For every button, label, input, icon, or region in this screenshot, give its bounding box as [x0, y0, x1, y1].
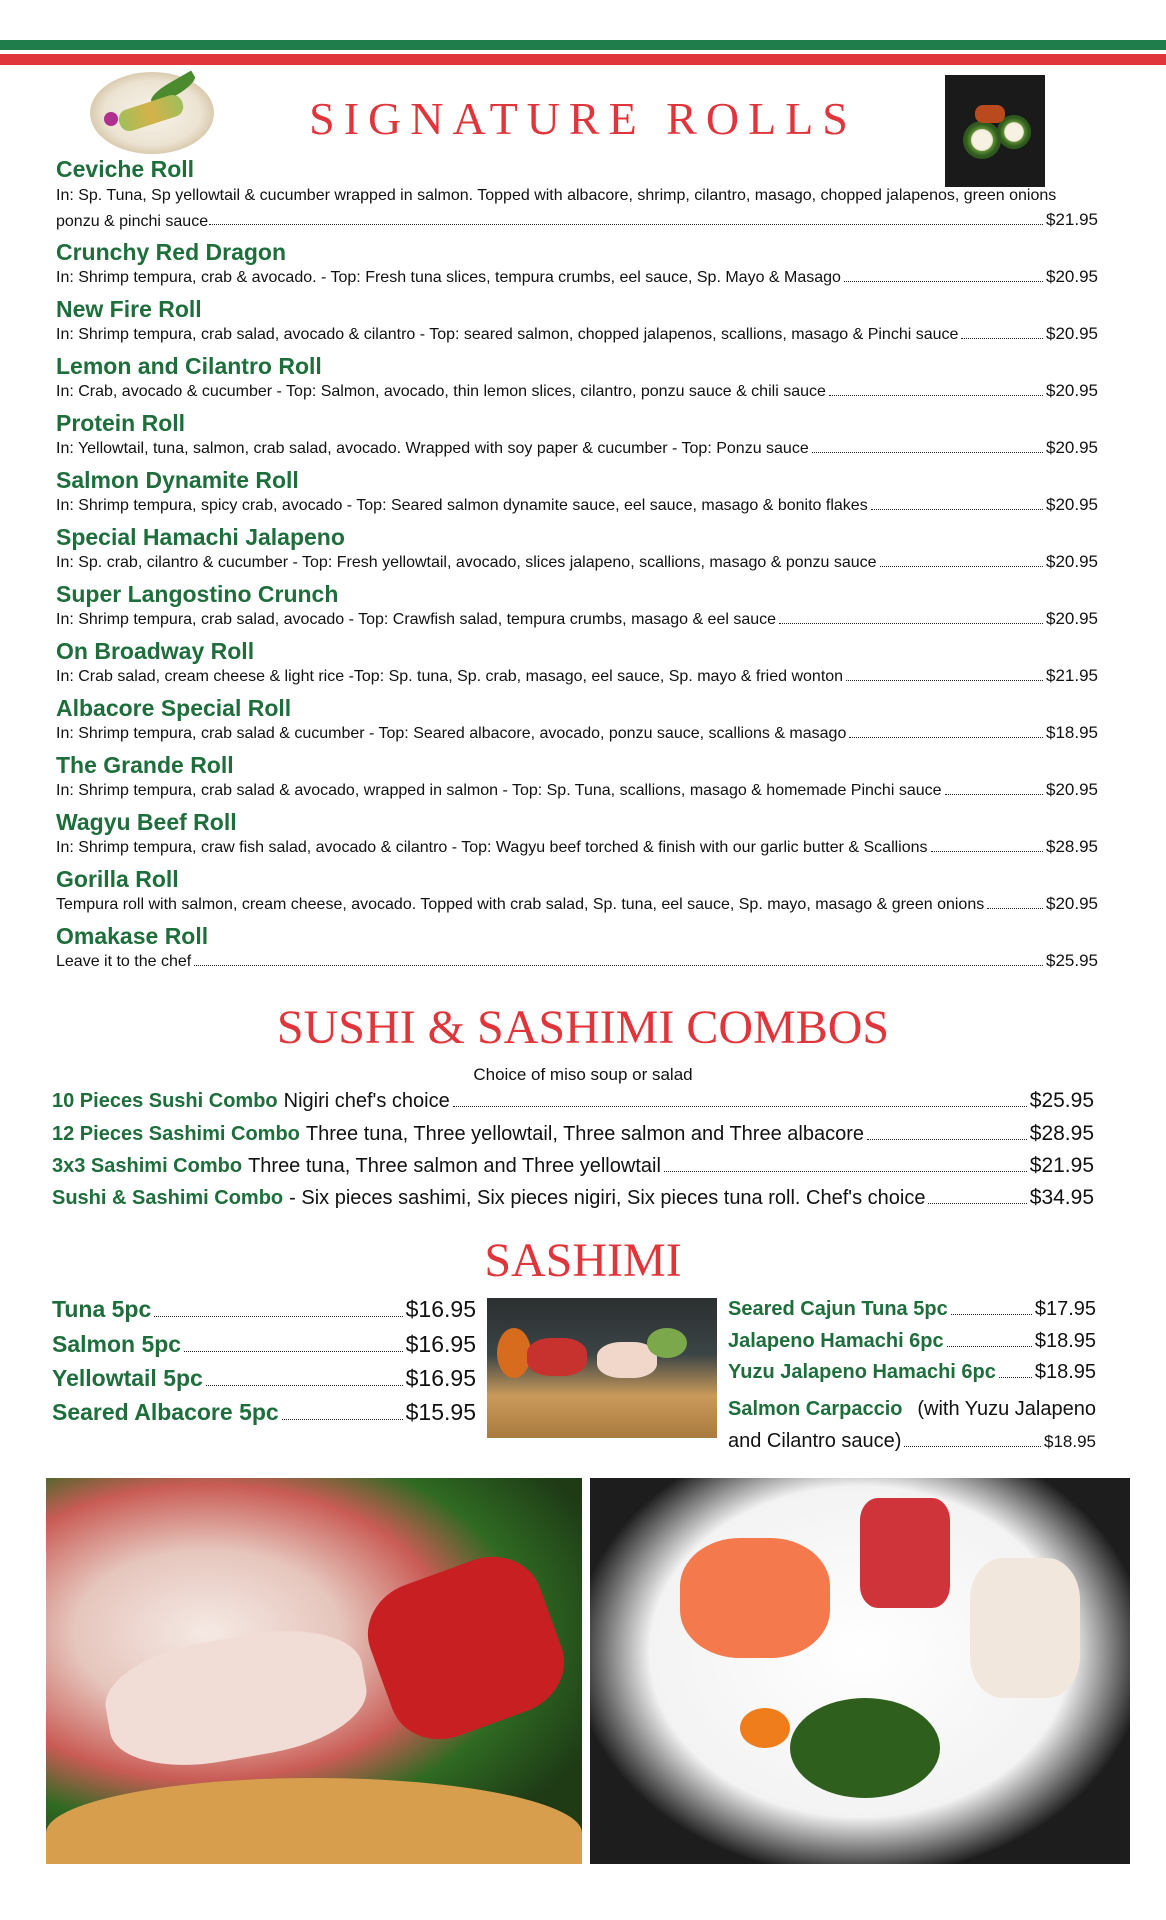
item-name: Lemon and Cilantro Roll — [56, 353, 322, 379]
leader-dots — [951, 1314, 1032, 1315]
menu-item-on-broadway-roll — [56, 637, 1098, 688]
menu-item-salmon-dynamite-roll — [56, 466, 1098, 517]
item-desc-text: In: Sp. Tuna, Sp yellowtail & cucumber wrapped in salmon. Topped with albacore, shrimp, cilantro, masago, chopped jalapenos, green onions ponzu & pinchi sauce — [56, 187, 1057, 230]
leader-dots — [184, 1351, 403, 1352]
menu-item-seared-cajun-tuna-5pc — [728, 1298, 1096, 1321]
leader-dots — [931, 851, 1043, 852]
leader-dots — [829, 395, 1043, 396]
item-name: Special Hamachi Jalapeno — [56, 524, 345, 550]
menu-item-jalapeno-hamachi-6pc — [728, 1330, 1096, 1353]
item-name: 3x3 Sashimi Combo — [52, 1155, 243, 1177]
item-name: Yuzu Jalapeno Hamachi 6pc — [728, 1361, 996, 1383]
leader-dots — [867, 1139, 1027, 1140]
leader-dots — [987, 908, 1043, 909]
item-row — [56, 836, 1098, 859]
item-price: $17.95 — [1034, 1298, 1096, 1320]
combo-item-sushi-sashimi-combo — [52, 1186, 1094, 1210]
item-price: $25.95 — [1046, 951, 1098, 970]
item-price: $25.95 — [1029, 1089, 1094, 1112]
item-price: $18.95 — [1046, 723, 1098, 742]
leader-dots — [812, 452, 1043, 453]
leader-dots — [961, 338, 1043, 339]
item-price: $21.95 — [1046, 666, 1098, 685]
item-desc: In: Sp. crab, cilantro & cucumber - Top: Fresh yellowtail, avocado, slices jalapeno, scallions, masago & ponzu sauce — [56, 554, 877, 571]
item-desc: In: Yellowtail, tuna, salmon, crab salad, avocado. Wrapped with soy paper & cucumber - Top: Ponzu sauce — [56, 440, 809, 457]
item-price: $20.95 — [1046, 381, 1098, 400]
item-price: $15.95 — [405, 1399, 476, 1425]
combo-item-10-pieces-sushi-combo — [52, 1089, 1094, 1113]
item-desc: Nigiri chef's choice — [283, 1090, 450, 1112]
item-price: $20.95 — [1046, 552, 1098, 571]
item-desc: In: Shrimp tempura, crab & avocado. - Top: Fresh tuna slices, tempura crumbs, eel sauce, Sp. Mayo & Masago — [56, 269, 841, 286]
item-name: Wagyu Beef Roll — [56, 809, 237, 835]
leader-dots — [194, 965, 1043, 966]
item-name: Sushi & Sashimi Combo — [52, 1187, 284, 1209]
item-row — [56, 551, 1098, 574]
item-price: $16.95 — [405, 1365, 476, 1391]
menu-item-omakase-roll — [56, 922, 1098, 973]
combos-subtitle: Choice of miso soup or salad — [473, 1065, 693, 1084]
combo-item-3x3-sashimi-combo — [52, 1154, 1094, 1178]
item-name: Omakase Roll — [56, 923, 209, 949]
item-price: $21.95 — [1046, 210, 1098, 229]
leader-dots — [664, 1171, 1027, 1172]
menu-item-tuna-5pc — [52, 1296, 476, 1323]
item-name: Albacore Special Roll — [56, 695, 292, 721]
item-name: Seared Cajun Tuna 5pc — [728, 1298, 948, 1320]
item-price: $20.95 — [1046, 438, 1098, 457]
menu-item-special-hamachi-jalapeno — [56, 523, 1098, 574]
leader-dots — [880, 566, 1043, 567]
menu-item-the-grande-roll — [56, 751, 1098, 802]
item-desc: In: Crab, avocado & cucumber - Top: Salmon, avocado, thin lemon slices, cilantro, ponzu sauce & chili sauce — [56, 383, 826, 400]
item-name: The Grande Roll — [56, 752, 234, 778]
item-desc: In: Shrimp tempura, crab salad, avocado & cilantro - Top: seared salmon, chopped jalapenos, scallions, masago & Pinchi sauce — [56, 326, 959, 343]
menu-item-new-fire-roll — [56, 295, 1098, 346]
leader-dots — [846, 680, 1043, 681]
item-desc: Tempura roll with salmon, cream cheese, avocado. Topped with crab salad, Sp. tuna, eel sauce, Sp. mayo, masago & green onions — [56, 896, 985, 913]
menu-item-seared-albacore-5pc — [52, 1399, 476, 1426]
item-price: $20.95 — [1046, 324, 1098, 343]
item-name: Crunchy Red Dragon — [56, 239, 287, 265]
item-name: On Broadway Roll — [56, 638, 255, 664]
item-name: Gorilla Roll — [56, 866, 179, 892]
menu-item-yuzu-jalapeno-hamachi-6pc — [728, 1361, 1096, 1384]
item-desc: Three tuna, Three yellowtail, Three salmon and Three albacore — [305, 1123, 864, 1145]
item-desc: and Cilantro sauce) — [728, 1430, 902, 1452]
item-price: $20.95 — [1046, 609, 1098, 628]
item-price: $18.95 — [1044, 1432, 1096, 1451]
item-row — [56, 494, 1098, 517]
item-desc: In: Shrimp tempura, crab salad, avocado - Top: Crawfish salad, tempura crumbs, masago & eel sauce — [56, 611, 777, 628]
item-name: Protein Roll — [56, 410, 186, 436]
leader-dots — [206, 1385, 403, 1386]
item-desc: In: Shrimp tempura, spicy crab, avocado - Top: Seared salmon dynamite sauce, eel sauce, masago & bonito flakes — [56, 497, 868, 514]
item-desc: In: Shrimp tempura, crab salad & avocado, wrapped in salmon - Top: Sp. Tuna, scallions, masago & homemade Pinchi sauce — [56, 782, 942, 799]
menu-item-gorilla-roll — [56, 865, 1098, 916]
item-row — [56, 722, 1098, 745]
item-desc: Leave it to the chef — [56, 953, 192, 970]
item-row — [56, 323, 1098, 346]
menu-item-albacore-special-roll — [56, 694, 1098, 745]
menu-item-super-langostino-crunch — [56, 580, 1098, 631]
top-stripe-green — [0, 40, 1166, 50]
item-name: Tuna 5pc — [52, 1296, 152, 1322]
item-name: 12 Pieces Sashimi Combo — [52, 1123, 300, 1145]
item-desc: In: Crab salad, cream cheese & light rice -Top: Sp. tuna, Sp. crab, masago, eel sauce, Sp. mayo & fried wonton — [56, 668, 844, 685]
leader-dots — [928, 1203, 1026, 1204]
item-name: Yellowtail 5pc — [52, 1365, 203, 1391]
item-row — [56, 266, 1098, 289]
item-price: $34.95 — [1029, 1186, 1094, 1209]
item-name: 10 Pieces Sushi Combo — [52, 1090, 278, 1112]
item-name: Salmon Carpaccio — [728, 1398, 903, 1420]
leader-dots — [947, 1346, 1032, 1347]
leader-dots — [904, 1446, 1041, 1447]
item-price: $18.95 — [1034, 1330, 1096, 1352]
item-desc: - Six pieces sashimi, Six pieces nigiri, Six pieces tuna roll. Chef's choice — [289, 1187, 926, 1209]
item-price-row — [206, 209, 1098, 231]
item-desc: In: Shrimp tempura, crab salad & cucumber - Top: Seared albacore, avocado, ponzu sauce, scallions & masago — [56, 725, 847, 742]
item-row — [56, 779, 1098, 802]
leader-dots — [209, 224, 1043, 225]
combo-item-12-pieces-sashimi-combo — [52, 1122, 1094, 1146]
menu-item-salmon-5pc — [52, 1331, 476, 1358]
leader-dots — [999, 1377, 1032, 1378]
menu-item-yellowtail-5pc — [52, 1365, 476, 1392]
leader-dots — [154, 1316, 402, 1317]
item-price: $21.95 — [1029, 1154, 1094, 1177]
item-row — [56, 380, 1098, 403]
item-name: New Fire Roll — [56, 296, 202, 322]
sashimi-bowl-photo — [46, 1478, 582, 1864]
leader-dots — [453, 1106, 1027, 1107]
menu-item-protein-roll — [56, 409, 1098, 460]
item-row — [56, 608, 1098, 631]
leader-dots — [945, 794, 1043, 795]
item-price: $20.95 — [1046, 495, 1098, 514]
top-stripe-red — [0, 54, 1166, 65]
menu-item-ceviche-roll — [56, 155, 1098, 235]
menu-item-lemon-and-cilantro-roll — [56, 352, 1098, 403]
leader-dots — [779, 623, 1043, 624]
item-desc: In: Shrimp tempura, craw fish salad, avocado & cilantro - Top: Wagyu beef torched & finish with our garlic butter & Scallions — [56, 839, 928, 856]
item-name: Salmon 5pc — [52, 1331, 182, 1357]
item-price: $20.95 — [1046, 780, 1098, 799]
item-price: $20.95 — [1046, 894, 1098, 913]
item-name: Salmon Dynamite Roll — [56, 467, 299, 493]
leader-dots — [849, 737, 1043, 738]
combos-title: SUSHI & SASHIMI COMBOS — [276, 1001, 890, 1054]
menu-item-crunchy-red-dragon — [56, 238, 1098, 289]
item-row — [56, 893, 1098, 916]
leader-dots — [871, 509, 1043, 510]
leader-dots — [282, 1419, 403, 1420]
item-row — [56, 665, 1098, 688]
sushi-platter-photo — [590, 1478, 1130, 1864]
item-name: Seared Albacore 5pc — [52, 1399, 279, 1425]
sashimi-title: SASHIMI — [484, 1234, 682, 1287]
menu-item-wagyu-beef-roll — [56, 808, 1098, 859]
signature-rolls-title: SIGNATURE ROLLS — [309, 93, 857, 144]
leader-dots — [844, 281, 1043, 282]
item-price: $28.95 — [1046, 837, 1098, 856]
item-name: Ceviche Roll — [56, 156, 195, 182]
item-row — [56, 437, 1098, 460]
sashimi-board-image — [487, 1298, 717, 1438]
item-name: Jalapeno Hamachi 6pc — [728, 1330, 944, 1352]
item-row — [56, 950, 1098, 973]
item-price: $28.95 — [1029, 1122, 1094, 1145]
item-name: Super Langostino Crunch — [56, 581, 339, 607]
item-desc: Three tuna, Three salmon and Three yellowtail — [248, 1155, 661, 1177]
item-price: $18.95 — [1034, 1361, 1096, 1383]
item-price: $16.95 — [405, 1331, 476, 1357]
item-price: $20.95 — [1046, 267, 1098, 286]
item-desc: (with Yuzu Jalapeno — [917, 1398, 1096, 1420]
menu-item-salmon-carpaccio — [728, 1393, 1096, 1458]
item-price: $16.95 — [405, 1296, 476, 1322]
